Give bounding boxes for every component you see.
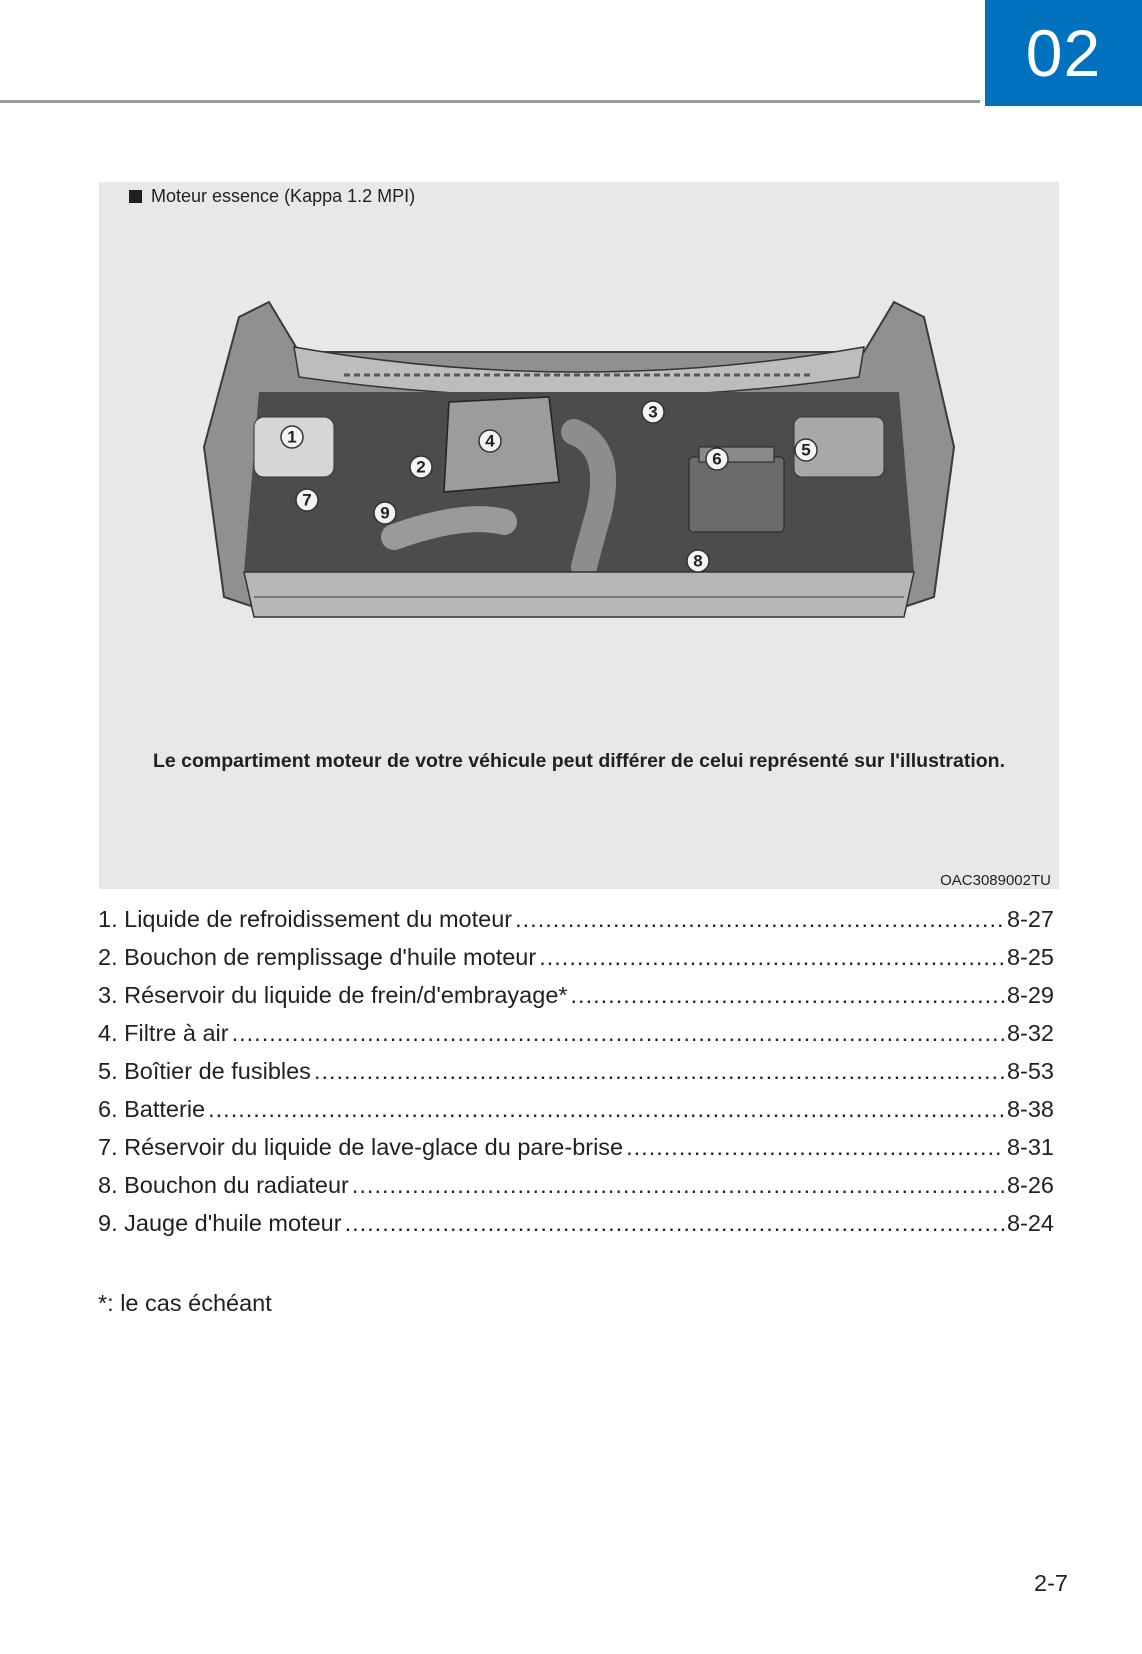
figure-caption-text: Moteur essence (Kappa 1.2 MPI) [151, 186, 416, 206]
figure-code: OAC3089002TU [940, 872, 1051, 889]
index-page: 8-32 [1006, 1020, 1054, 1046]
index-item [98, 906, 1054, 944]
leader-dots [571, 982, 1004, 1009]
callout-5: 5 [801, 440, 811, 460]
square-bullet-icon [129, 190, 142, 203]
page-number: 2-7 [1034, 1570, 1068, 1596]
index-item [98, 944, 1054, 982]
index-page: 8-26 [1006, 1172, 1054, 1198]
index-page: 8-38 [1006, 1096, 1054, 1122]
index-item [98, 982, 1054, 1020]
index-label: 9. Jauge d'huile moteur [98, 1210, 342, 1236]
callout-8: 8 [693, 551, 703, 571]
callout-4: 4 [485, 431, 495, 451]
index-page: 8-53 [1006, 1058, 1054, 1084]
leader-dots [208, 1096, 1004, 1123]
callout-1: 1 [287, 427, 297, 447]
figure-note: Le compartiment moteur de votre véhicule peut différer de celui représenté sur l'illustration. [152, 750, 1006, 772]
index-page: 8-24 [1006, 1210, 1054, 1236]
callout-2: 2 [416, 457, 426, 477]
index-label: 3. Réservoir du liquide de frein/d'embrayage* [98, 982, 568, 1008]
index-label: 6. Batterie [98, 1096, 206, 1122]
index-label: 8. Bouchon du radiateur [98, 1172, 349, 1198]
figure-caption [129, 186, 415, 207]
index-item [98, 1134, 1054, 1172]
leader-dots [626, 1134, 1004, 1161]
callout-7: 7 [302, 490, 312, 510]
header-rule [0, 100, 980, 103]
component-index [98, 906, 1054, 1248]
index-item [98, 1172, 1054, 1210]
callout-9: 9 [380, 503, 390, 523]
leader-dots [515, 906, 1004, 933]
index-item [98, 1210, 1054, 1248]
footnote: *: le cas échéant [98, 1290, 272, 1316]
leader-dots [232, 1020, 1004, 1047]
index-label: 1. Liquide de refroidissement du moteur [98, 906, 513, 932]
leader-dots [539, 944, 1004, 971]
engine-compartment-illustration [144, 297, 1014, 667]
index-item [98, 1020, 1054, 1058]
index-label: 7. Réservoir du liquide de lave-glace du pare-brise [98, 1134, 624, 1160]
index-page: 8-29 [1006, 982, 1054, 1008]
index-item [98, 1058, 1054, 1096]
engine-figure [99, 182, 1059, 889]
leader-dots [345, 1210, 1004, 1237]
index-page: 8-31 [1006, 1134, 1054, 1160]
chapter-tab: 02 [985, 0, 1142, 106]
index-page: 8-27 [1006, 906, 1054, 932]
index-item [98, 1096, 1054, 1134]
index-label: 4. Filtre à air [98, 1020, 229, 1046]
index-page: 8-25 [1006, 944, 1054, 970]
callout-6: 6 [712, 449, 722, 469]
leader-dots [352, 1172, 1004, 1199]
leader-dots [314, 1058, 1004, 1085]
callout-3: 3 [648, 402, 658, 422]
index-label: 2. Bouchon de remplissage d'huile moteur [98, 944, 537, 970]
index-label: 5. Boîtier de fusibles [98, 1058, 311, 1084]
